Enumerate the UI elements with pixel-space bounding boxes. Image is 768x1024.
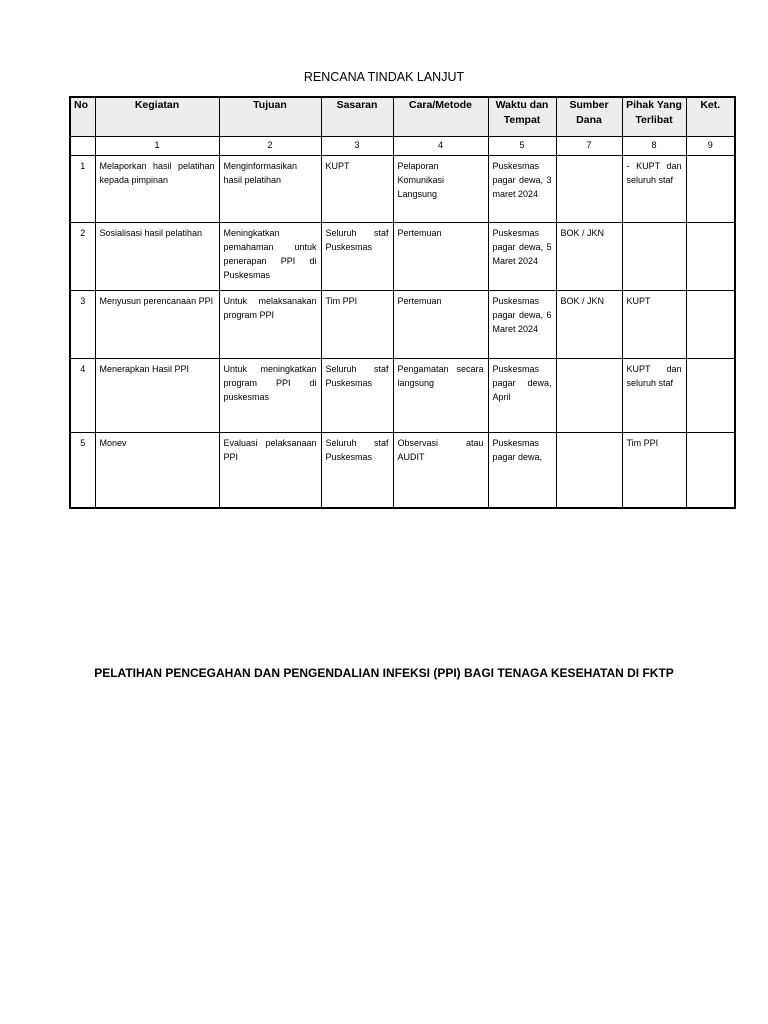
column-number-cell: 8 (622, 137, 686, 156)
column-number-cell: 4 (393, 137, 488, 156)
table-row (70, 223, 735, 291)
column-number-cell: 3 (321, 137, 393, 156)
cell-ket (686, 359, 735, 433)
cell-pihak: Tim PPI (622, 433, 686, 508)
header-sasaran: Sasaran (321, 97, 393, 137)
cell-tujuan: Evaluasi pelaksanaan PPI (219, 433, 321, 508)
header-metode: Cara/Metode (393, 97, 488, 137)
action-plan-table (69, 96, 736, 509)
cell-dana: BOK / JKN (556, 291, 622, 359)
cell-waktu: Puskesmas pagar dewa, (488, 433, 556, 508)
cell-ket (686, 291, 735, 359)
cell-no: 1 (70, 156, 95, 223)
cell-sasaran: KUPT (321, 156, 393, 223)
column-number-cell: 9 (686, 137, 735, 156)
document-title: RENCANA TINDAK LANJUT (303, 70, 465, 84)
cell-kegiatan: Sosialisasi hasil pelatihan (95, 223, 219, 291)
cell-dana (556, 433, 622, 508)
cell-tujuan: Menginformasikan hasil pelatihan (219, 156, 321, 223)
cell-metode: Pengamatan secara langsung (393, 359, 488, 433)
header-pihak: Pihak Yang Terlibat (622, 97, 686, 137)
cell-tujuan: Untuk melaksanakan program PPI (219, 291, 321, 359)
cell-metode: Pelaporan Komunikasi Langsung (393, 156, 488, 223)
training-title: PELATIHAN PENCEGAHAN DAN PENGENDALIAN INFEKSI (PPI) BAGI TENAGA KESEHATAN DI FKTP (94, 666, 674, 680)
cell-no: 5 (70, 433, 95, 508)
column-number-cell (70, 137, 95, 156)
header-kegiatan: Kegiatan (95, 97, 219, 137)
cell-dana (556, 359, 622, 433)
cell-no: 4 (70, 359, 95, 433)
cell-metode: Pertemuan (393, 223, 488, 291)
cell-metode: Observasi atau AUDIT (393, 433, 488, 508)
header-ket: Ket. (686, 97, 735, 137)
cell-ket (686, 433, 735, 508)
cell-waktu: Puskesmas pagar dewa, 6 Maret 2024 (488, 291, 556, 359)
cell-metode: Pertemuan (393, 291, 488, 359)
header-tujuan: Tujuan (219, 97, 321, 137)
cell-pihak: KUPT (622, 291, 686, 359)
cell-ket (686, 156, 735, 223)
cell-kegiatan: Menyusun perencanaan PPI (95, 291, 219, 359)
cell-no: 2 (70, 223, 95, 291)
table-row (70, 291, 735, 359)
cell-waktu: Puskesmas pagar dewa, 5 Maret 2024 (488, 223, 556, 291)
table-row (70, 433, 735, 508)
column-number-cell: 2 (219, 137, 321, 156)
column-number-cell: 5 (488, 137, 556, 156)
header-no: No (70, 97, 95, 137)
cell-waktu: Puskesmas pagar dewa, 3 maret 2024 (488, 156, 556, 223)
cell-kegiatan: Monev (95, 433, 219, 508)
cell-sasaran: Seluruh staf Puskesmas (321, 359, 393, 433)
column-number-row (70, 137, 735, 156)
header-row (70, 97, 735, 137)
cell-sasaran: Seluruh staf Puskesmas (321, 433, 393, 508)
table-row (70, 359, 735, 433)
cell-kegiatan: Melaporkan hasil pelatihan kepada pimpinan (95, 156, 219, 223)
cell-tujuan: Meningkatkan pemahaman untuk penerapan PPI di Puskesmas (219, 223, 321, 291)
cell-pihak: - KUPT dan seluruh staf (622, 156, 686, 223)
header-dana: Sumber Dana (556, 97, 622, 137)
cell-pihak (622, 223, 686, 291)
cell-ket (686, 223, 735, 291)
cell-dana: BOK / JKN (556, 223, 622, 291)
column-number-cell: 7 (556, 137, 622, 156)
cell-sasaran: Seluruh staf Puskesmas (321, 223, 393, 291)
cell-pihak: KUPT dan seluruh staf (622, 359, 686, 433)
cell-sasaran: Tim PPI (321, 291, 393, 359)
cell-dana (556, 156, 622, 223)
cell-tujuan: Untuk meningkatkan program PPI di puskesmas (219, 359, 321, 433)
column-number-cell: 1 (95, 137, 219, 156)
cell-no: 3 (70, 291, 95, 359)
cell-waktu: Puskesmas pagar dewa, April (488, 359, 556, 433)
cell-kegiatan: Menerapkan Hasil PPI (95, 359, 219, 433)
table-row (70, 156, 735, 223)
header-waktu: Waktu dan Tempat (488, 97, 556, 137)
